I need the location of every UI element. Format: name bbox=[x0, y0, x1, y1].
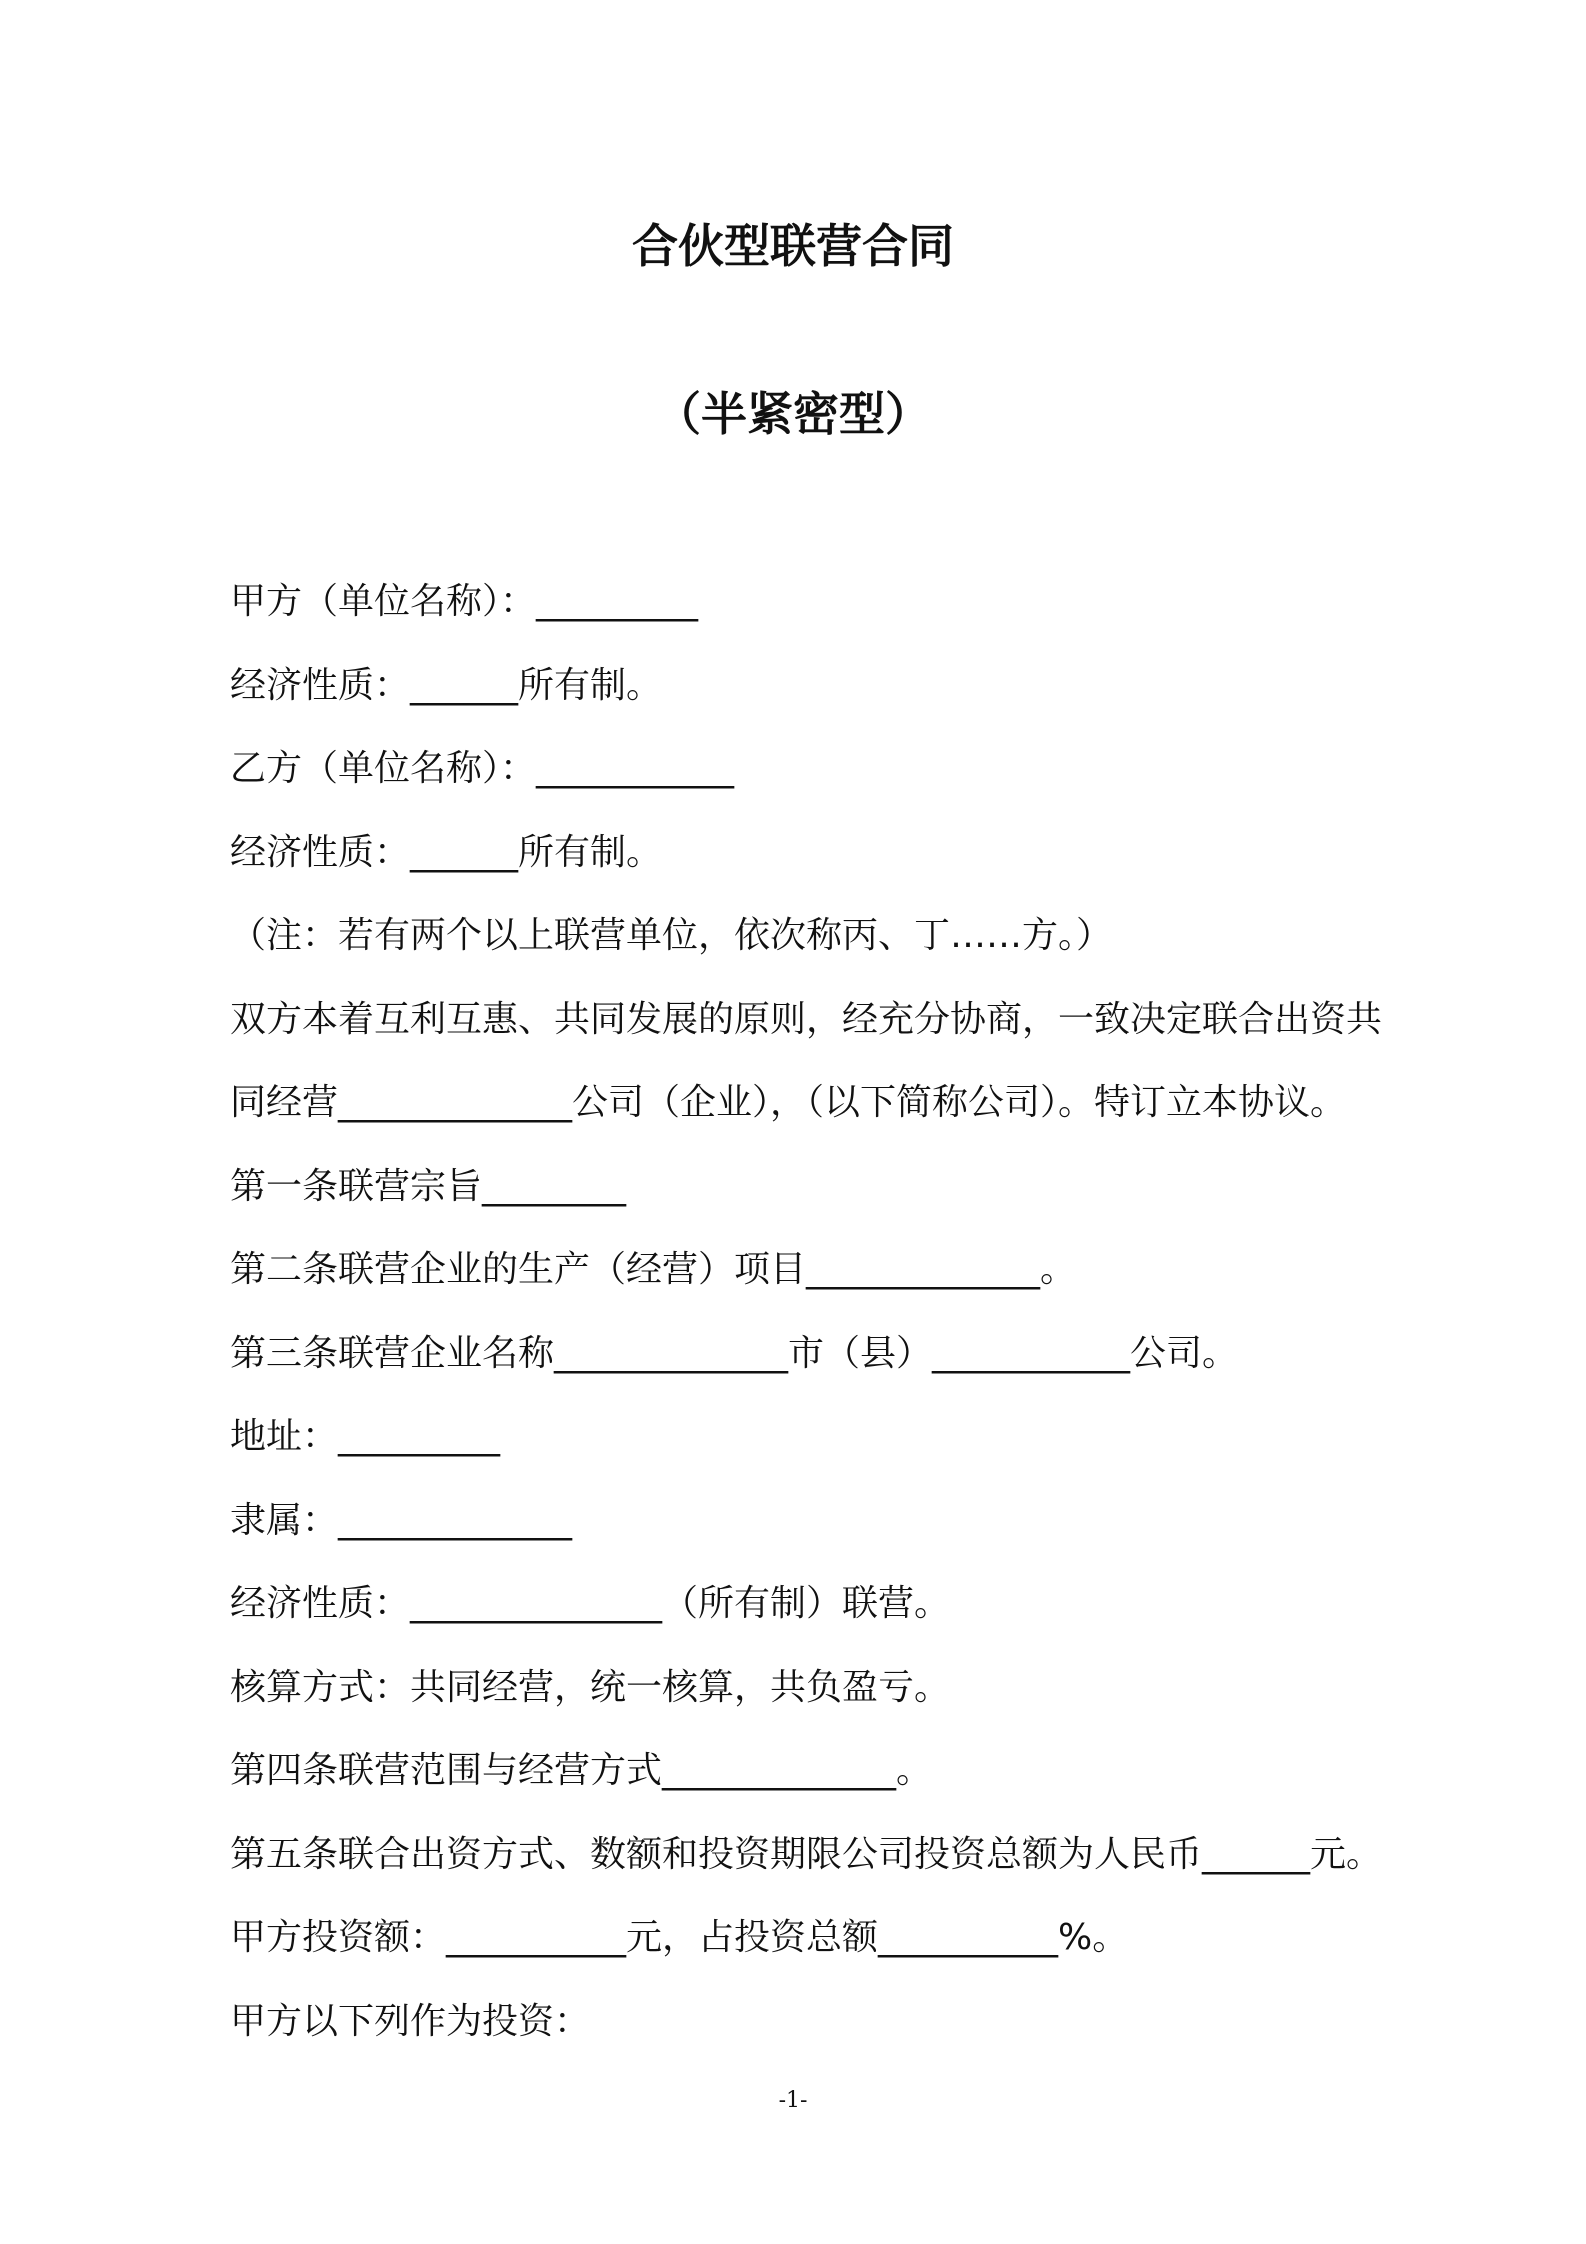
preamble-line-1: 双方本着互利互惠、共同发展的原则，经充分协商，一致决定联合出资共 bbox=[230, 998, 1383, 1040]
party-a-name-line: 甲方（单位名称）：_________ bbox=[230, 581, 699, 622]
party-a-ownership-line: 经济性质：______所有制。 bbox=[230, 664, 663, 706]
address-line: 地址：_________ bbox=[230, 1416, 501, 1457]
document-subtitle: （半紧密型） bbox=[655, 387, 931, 441]
party-b-name-line: 乙方（单位名称）：___________ bbox=[230, 748, 735, 789]
document-body bbox=[230, 572, 1430, 2075]
note-line: （注：若有两个以上联营单位，依次称丙、丁……方。） bbox=[230, 915, 1113, 956]
article-5-line: 第五条联合出资方式、数额和投资期限公司投资总额为人民币______元。 bbox=[230, 1833, 1383, 1875]
page-number: -1- bbox=[778, 2088, 808, 2113]
article-2-line: 第二条联营企业的生产（经营）项目_____________。 bbox=[230, 1249, 1077, 1290]
party-a-investment-line: 甲方投资额：__________元，占投资总额__________%。 bbox=[230, 1917, 1129, 1958]
article-3-line: 第三条联营企业名称_____________市（县）___________公司。 bbox=[230, 1332, 1239, 1374]
party-a-investment-items-line: 甲方以下列作为投资： bbox=[230, 2000, 591, 2042]
accounting-method-line: 核算方式：共同经营，统一核算，共负盈亏。 bbox=[230, 1666, 951, 1708]
article-4-line: 第四条联营范围与经营方式_____________。 bbox=[230, 1750, 933, 1791]
party-b-ownership-line: 经济性质：______所有制。 bbox=[230, 831, 663, 873]
preamble-line-2: 同经营_____________公司（企业），（以下简称公司）。特订立本协议。 bbox=[230, 1082, 1347, 1123]
affiliation-line: 隶属：_____________ bbox=[230, 1499, 573, 1541]
article-1-line: 第一条联营宗旨________ bbox=[230, 1165, 627, 1207]
document-title: 合伙型联营合同 bbox=[632, 219, 954, 273]
joint-ownership-line: 经济性质：______________（所有制）联营。 bbox=[230, 1583, 951, 1624]
